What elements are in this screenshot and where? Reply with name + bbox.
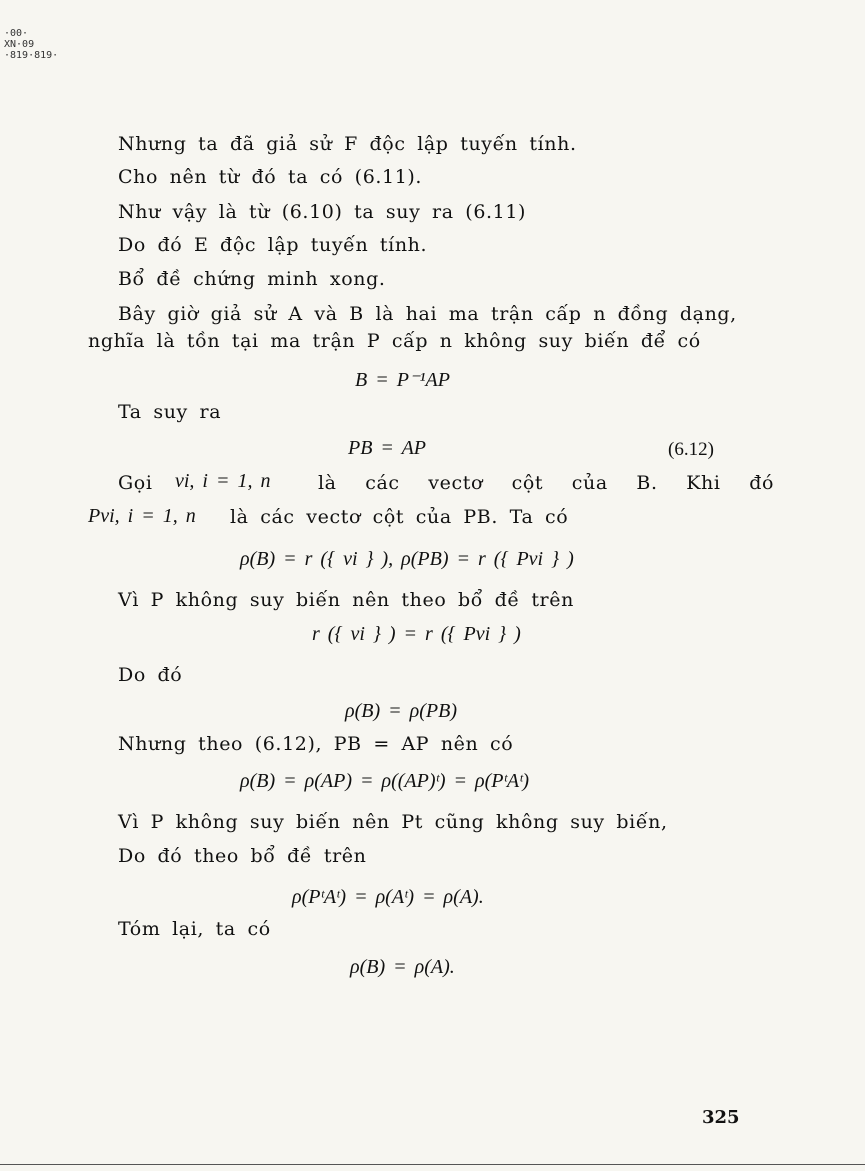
- stamp-line: ·00·: [4, 28, 29, 39]
- text-line: Như vậy là từ (6.10) ta suy ra (6.11): [118, 201, 527, 223]
- equation: B = P⁻¹AP: [355, 369, 450, 391]
- text-line: Gọi: [118, 472, 153, 494]
- library-stamp: [4, 28, 58, 61]
- stamp-line: XN·09: [4, 39, 35, 50]
- text-line: Do đó: [118, 664, 183, 686]
- text-line: nghĩa là tồn tại ma trận P cấp n không suy biến để có: [88, 330, 701, 352]
- page-edge-line: [0, 1164, 865, 1165]
- equation: r ({ vi } ) = r ({ Pvi } ): [312, 623, 521, 645]
- text-line: là các vectơ cột của B. Khi đó: [318, 472, 775, 494]
- text-line: Do đó theo bổ đề trên: [118, 845, 367, 867]
- text-line: Nhưng ta đã giả sử F độc lập tuyến tính.: [118, 133, 577, 155]
- equation-inline: vi, i = 1, n: [175, 470, 271, 492]
- equation: ρ(B) = r ({ vi } ), ρ(PB) = r ({ Pvi } ): [240, 548, 574, 570]
- equation: PB = AP: [348, 437, 427, 459]
- text-line: Bây giờ giả sử A và B là hai ma trận cấp n đồng dạng,: [118, 303, 737, 325]
- equation-inline: Pvi, i = 1, n: [88, 505, 196, 527]
- text-line: Do đó E độc lập tuyến tính.: [118, 234, 428, 256]
- text-line: Cho nên từ đó ta có (6.11).: [118, 166, 423, 188]
- page-number: 325: [702, 1107, 740, 1128]
- text-line: Nhưng theo (6.12), PB = AP nên có: [118, 733, 514, 755]
- text-line: Vì P không suy biến nên Pt cũng không suy biến,: [118, 811, 668, 833]
- equation-number: (6.12): [668, 439, 714, 460]
- equation: ρ(B) = ρ(AP) = ρ((AP)ᵗ) = ρ(PᵗAᵗ): [240, 770, 530, 792]
- text-line: Ta suy ra: [118, 401, 222, 423]
- equation: ρ(PᵗAᵗ) = ρ(Aᵗ) = ρ(A).: [292, 886, 484, 908]
- text-line: Bổ đề chứng minh xong.: [118, 268, 386, 290]
- text-line: Tóm lại, ta có: [118, 918, 271, 940]
- equation: ρ(B) = ρ(PB): [345, 700, 457, 722]
- equation: ρ(B) = ρ(A).: [350, 956, 455, 978]
- text-line: là các vectơ cột của PB. Ta có: [230, 506, 569, 528]
- text-line: Vì P không suy biến nên theo bổ đề trên: [118, 589, 574, 611]
- stamp-line: ·819·819·: [4, 50, 59, 61]
